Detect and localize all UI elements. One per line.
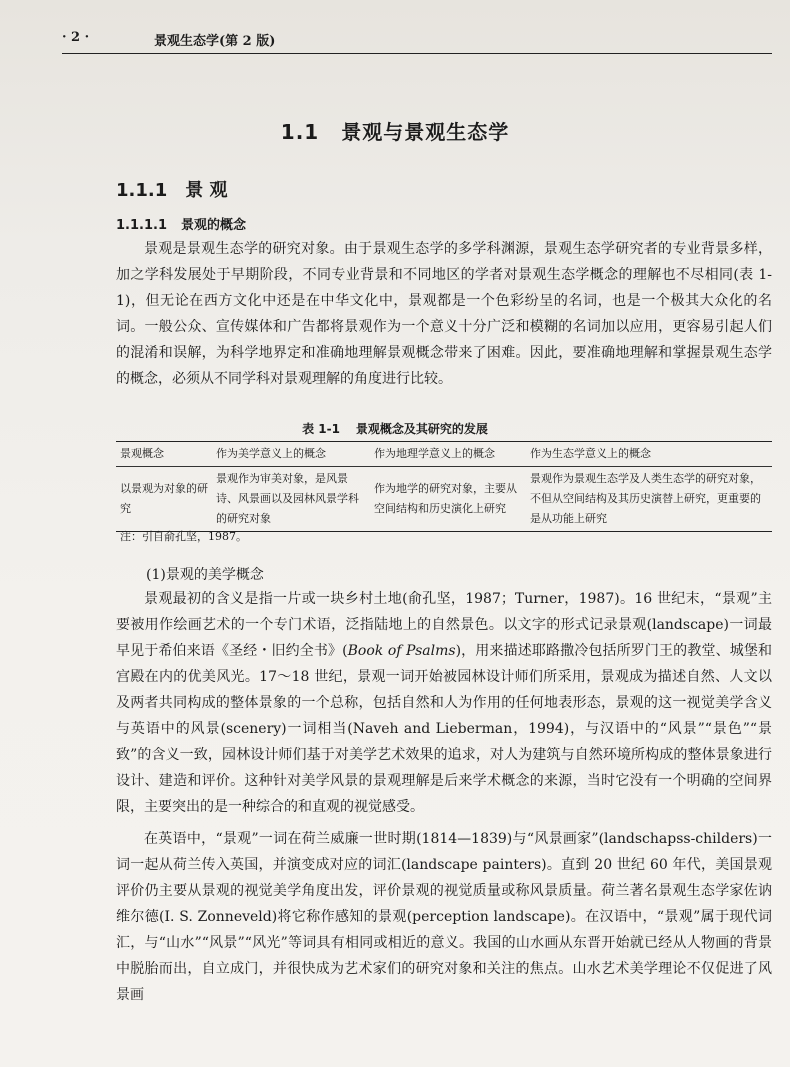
table-cell: 作为地学的研究对象，主要从空间结构和历史演化上研究 <box>370 467 526 532</box>
table-caption <box>0 420 790 437</box>
running-header <box>62 30 762 52</box>
subsubsection-heading <box>116 214 246 233</box>
header-rule <box>62 53 772 54</box>
table-header-cell: 作为生态学意义上的概念 <box>526 442 772 467</box>
table-note: 注：引自俞孔坚，1987。 <box>120 530 247 543</box>
section-heading <box>0 116 790 145</box>
table-header-row <box>116 442 772 467</box>
item-heading-aesthetic: (1)景观的美学概念 <box>146 567 264 583</box>
table-header-cell: 作为地理学意义上的概念 <box>370 442 526 467</box>
table-cell: 景观作为景观生态学及人类生态学的研究对象，不但从空间结构及其历史演替上研究，更重要的是从功能上研究 <box>526 467 772 532</box>
book-of-psalms-italic: Book of Psalms <box>347 643 456 659</box>
table-header-cell: 作为美学意义上的概念 <box>212 442 370 467</box>
paragraph-aesthetic-part2: )，用来描述耶路撒冷包括所罗门王的教堂、城堡和宫殿在内的优美风光。17～18 世纪，景观一词开始被园林设计师们所采用，景观成为描述自然、人文以及两者共同构成的整体景象的一个总称，包括自然和人为作用的任何地表形态，景观的这一视觉美学含义与英语中的风景(scenery)一词相当(Naveh and Lieberman，1994)，与汉语中的“风景”“景色”“景致”的含义一致，园林设计师们基于对美学艺术效果的追求，对人为建筑与自然环境所构成的整体景象进行设计、建造和评价。这种针对美学风景的景观理解是后来学术概念的来源，当时它没有一个明确的空间界限，主要突出的是一种综合的和直观的视觉感受。 <box>116 643 772 815</box>
table-cell: 以景观为对象的研究 <box>116 467 212 532</box>
paragraph-aesthetic-part1: 景观最初的含义是指一片或一块乡村土地(俞孔坚，1987；Turner，1987)。16 世纪末，“景观”主要被用作绘画艺术的一个专门术语，泛指陆地上的自然景色。以文字的形式记录景观(landscape)一词最早见于希伯来语《圣经・旧约全书》( <box>116 591 772 659</box>
running-title: 景观生态学(第 2 版) <box>154 34 276 49</box>
subsection-heading <box>116 176 228 202</box>
table-caption-number: 表 1-1 <box>302 422 340 436</box>
paragraph-english-origin: 在英语中，“景观”一词在荷兰威廉一世时期(1814—1839)与“风景画家”(landschapss-childers)一词一起从荷兰传入英国，并演变成对应的词汇(landscape painters)。直到 20 世纪 60 年代，美国景观评价仍主要从景观的视觉美学角度出发，评价景观的视觉质量或称风景质量。荷兰著名景观生态学家佐讷维尔德(I. S. Zonneveld)将它称作感知的景观(perception landscape)。在汉语中，“景观”属于现代词汇，与“山水”“风景”“风光”等词具有相同或相近的意义。我国的山水画从东晋开始就已经从人物画的背景中脱胎而出，自立成门，并很快成为艺术家们的研究对象和关注的焦点。山水艺术美学理论不仅促进了风景画 <box>116 831 772 1003</box>
subsubsection-title: 景观的概念 <box>181 218 247 233</box>
table-row <box>116 467 772 532</box>
section-title: 景观与景观生态学 <box>341 120 510 144</box>
subsection-title: 景 观 <box>185 180 228 201</box>
subsection-number: 1.1.1 <box>116 180 168 201</box>
subsubsection-number: 1.1.1.1 <box>116 218 167 233</box>
table-header-cell: 景观概念 <box>116 442 212 467</box>
landscape-concept-table <box>116 441 772 532</box>
table-caption-title: 景观概念及其研究的发展 <box>355 422 488 436</box>
page-number: · 2 · <box>62 30 90 45</box>
paragraph-intro: 景观是景观生态学的研究对象。由于景观生态学的多学科渊源，景观生态学研究者的专业背景多样，加之学科发展处于早期阶段，不同专业背景和不同地区的学者对景观生态学概念的理解也不尽相同(表 1-1)，但无论在西方文化中还是在中华文化中，景观都是一个色彩纷呈的名词，也是一个极其大众化的名词。一般公众、宣传媒体和广告都将景观作为一个意义十分广泛和模糊的名词加以应用，更容易引起人们的混淆和误解，为科学地界定和准确地理解景观概念带来了困难。因此，要准确地理解和掌握景观生态学的概念，必须从不同学科对景观理解的角度进行比较。 <box>116 241 772 387</box>
paragraph-aesthetic <box>116 586 772 820</box>
table-cell: 景观作为审美对象，是风景诗、风景画以及园林风景学科的研究对象 <box>212 467 370 532</box>
section-number: 1.1 <box>280 120 320 144</box>
